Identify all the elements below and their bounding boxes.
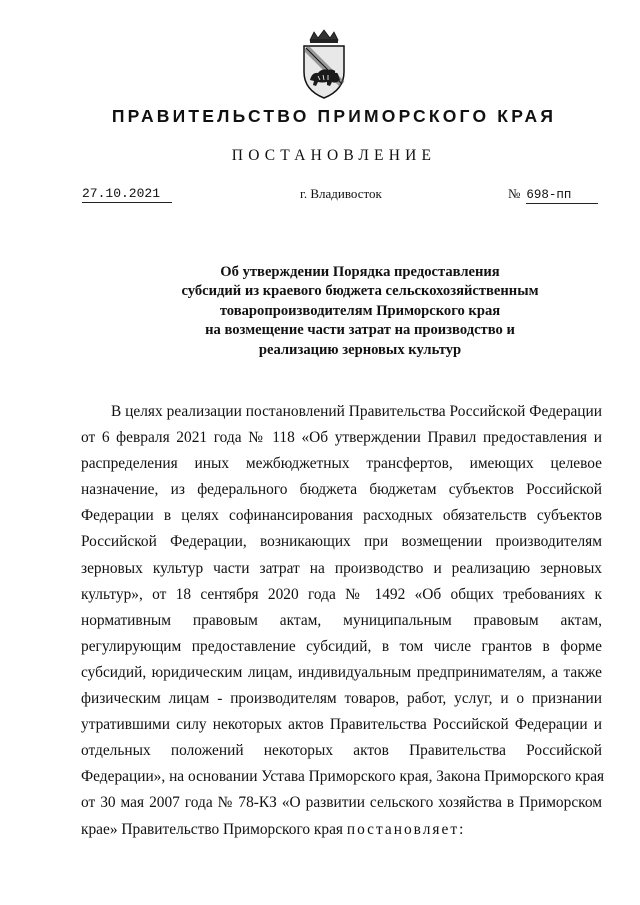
document-number-block	[508, 186, 602, 204]
document-meta-row	[0, 186, 640, 208]
body-line: культур», от 18 сентября 2020 года № 1492 «Об общих требованиях к	[81, 585, 602, 603]
body-line: зерновых культур части затрат на производство и реализацию зерновых	[81, 559, 602, 577]
body-last-text: крае» Правительство Приморского края	[81, 820, 343, 838]
heading-line: на возмещение части затрат на производство и	[205, 322, 515, 339]
body-line-last	[81, 817, 602, 843]
body-line: от 30 мая 2007 года № 78-КЗ «О развитии сельского хозяйства в Приморском	[81, 794, 602, 812]
body-line: Федерации в целях софинансирования расходных обязательств субъектов	[81, 507, 602, 525]
body-line: назначение, из федерального бюджета бюджетам субъектов Российской	[81, 481, 602, 499]
document-heading	[140, 263, 580, 360]
body-line: В целях реализации постановлений Правительства Российской Федерации	[111, 403, 602, 420]
resolution-word: постановляет:	[346, 820, 466, 838]
document-city: г. Владивосток	[300, 186, 382, 201]
document-number: 698-пп	[526, 188, 598, 204]
heading-line: товаропроизводителям Приморского края	[219, 302, 501, 319]
body-line: от 6 февраля 2021 года № 118 «Об утверждении Правил предоставления и	[81, 429, 602, 447]
document-type: ПОСТАНОВЛЕНИЕ	[231, 147, 437, 164]
heading-line: реализацию зерновых культур	[258, 341, 462, 358]
government-title: ПРАВИТЕЛЬСТВО ПРИМОРСКОГО КРАЯ	[111, 106, 557, 126]
body-line: субсидий, юридическим лицам, индивидуальным предпринимателям, а также	[81, 663, 602, 681]
document-body	[81, 399, 605, 843]
body-line: Российской Федерации, возникающих при возмещении производителям	[81, 533, 602, 551]
heading-line: Об утверждении Порядка предоставления	[220, 264, 500, 280]
body-line: распределения иных межбюджетных трансфертов, имеющих целевое	[81, 455, 602, 473]
body-line: регулирующим предоставление субсидий, в том числе грантов в форме	[81, 637, 602, 655]
heading-line: субсидий из краевого бюджета сельскохозяйственным	[181, 283, 539, 300]
body-line: утратившими силу некоторых актов Правительства Российской Федерации и	[81, 716, 602, 734]
body-line: физическим лицам - производителям товаров, работ, услуг, и о признании	[81, 690, 602, 708]
coat-of-arms-icon	[296, 28, 352, 100]
body-line: Федерации», на основании Устава Приморского края, Закона Приморского края	[81, 768, 605, 786]
body-line: нормативным правовым актам, муниципальным правовым актам,	[81, 611, 602, 629]
number-sign: №	[508, 186, 521, 201]
document-date: 27.10.2021	[82, 186, 172, 203]
body-line: отдельных положений некоторых актов Правительства Российской	[81, 742, 602, 760]
